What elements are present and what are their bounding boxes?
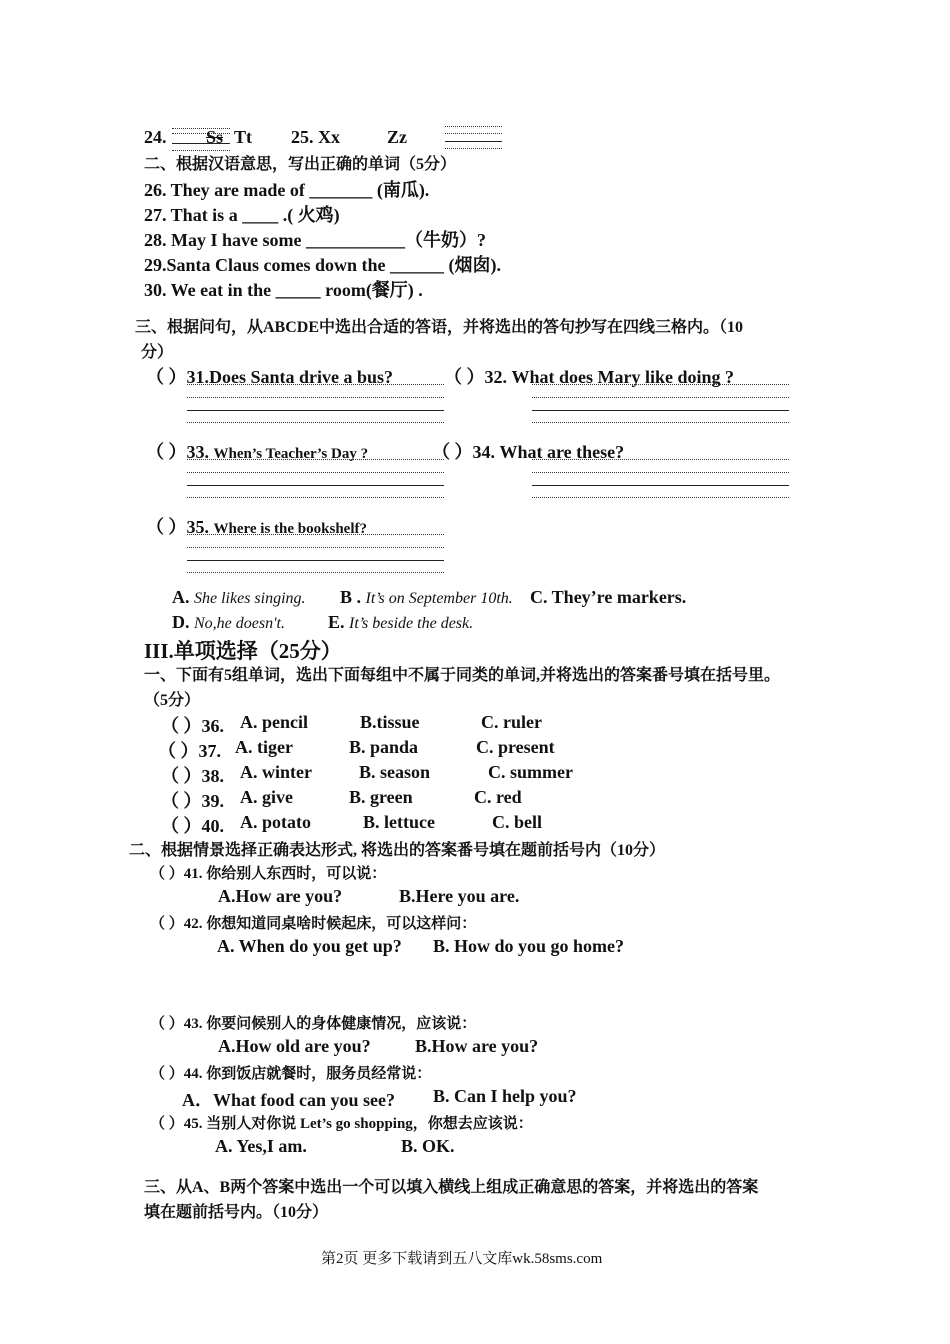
- writing-line: [187, 384, 444, 385]
- part3-title: III.单项选择（25分）: [144, 639, 342, 663]
- q36-c: C. ruler: [481, 712, 542, 732]
- letter-zz: Zz: [387, 127, 407, 147]
- q30: 30. We eat in the _____ room(餐厅) .: [144, 280, 423, 300]
- q39-b: B. green: [349, 787, 413, 807]
- writing-line: [445, 126, 502, 127]
- writing-line: [187, 397, 444, 398]
- letter-ss: Ss: [206, 127, 224, 147]
- q45: （ ）45. 当别人对你说 Let’s go shopping，你想去应该说：: [150, 1116, 533, 1132]
- writing-line: [445, 148, 502, 149]
- q27: 27. That is a ____ .( 火鸡): [144, 205, 340, 225]
- option-a: A. She likes singing.: [172, 587, 306, 607]
- q39-num: （ ）39.: [161, 791, 224, 811]
- q39-a: A. give: [240, 787, 293, 807]
- q40-num: （ ）40.: [161, 816, 224, 836]
- q43: （ ）43. 你要问候别人的身体健康情况，应该说：: [150, 1016, 477, 1032]
- writing-line: [187, 572, 444, 573]
- writing-line: [532, 485, 789, 486]
- q38-c: C. summer: [488, 762, 573, 782]
- writing-line: [445, 141, 502, 142]
- q42: （ ）42. 你想知道同桌啥时候起床，可以这样问：: [150, 916, 477, 932]
- q45-a: A. Yes,I am.: [215, 1136, 307, 1156]
- section3-heading-cont: 分）: [141, 344, 174, 361]
- q36-b: B.tissue: [360, 712, 420, 732]
- writing-line: [532, 384, 789, 385]
- writing-line: [187, 497, 444, 498]
- q36-a: A. pencil: [240, 712, 309, 732]
- q43-b: B.How are you?: [415, 1036, 539, 1056]
- part3-sub1-heading: 一、下面有5组单词，选出下面每组中不属于同类的单词,并将选出的答案番号填在括号里。: [144, 667, 781, 684]
- q37-b: B. panda: [349, 737, 419, 757]
- writing-line: [187, 534, 444, 535]
- writing-line: [187, 410, 444, 411]
- writing-line: [187, 560, 444, 561]
- part3-sub3-heading-cont: 填在题前括号内。（10分）: [144, 1204, 329, 1221]
- writing-line: [187, 459, 444, 460]
- letter-tt: Tt: [234, 127, 252, 147]
- q40-c: C. bell: [492, 812, 543, 832]
- q40-b: B. lettuce: [363, 812, 435, 832]
- q38-num: （ ）38.: [161, 766, 224, 786]
- q36-num: （ ）36.: [161, 716, 224, 736]
- q42-b: B. How do you go home?: [433, 936, 625, 956]
- q39-c: C. red: [474, 787, 522, 807]
- q31: （ ）31.Does Santa drive a bus?: [146, 367, 394, 387]
- q37-c: C. present: [476, 737, 555, 757]
- q35: （ ）35. Where is the bookshelf?: [146, 517, 367, 537]
- q38-a: A. winter: [240, 762, 312, 782]
- q40-a: A. potato: [240, 812, 311, 832]
- option-e: E. It’s beside the desk.: [328, 612, 474, 632]
- q45-b: B. OK.: [401, 1136, 455, 1156]
- q38-b: B. season: [359, 762, 431, 782]
- writing-line: [532, 459, 789, 460]
- q34: （ ）34. What are these?: [432, 442, 625, 462]
- writing-line: [445, 133, 502, 134]
- q25-label: 25. Xx: [291, 127, 340, 147]
- writing-line: [187, 472, 444, 473]
- q33: （ ）33. When’s Teacher’s Day ?: [146, 442, 369, 462]
- q26: 26. They are made of _______ (南瓜).: [144, 180, 430, 200]
- q41: （ ）41. 你给别人东西时，可以说：: [150, 866, 387, 882]
- q32: （ ）32. What does Mary like doing ?: [444, 367, 735, 387]
- option-d: D. No,he doesn't.: [172, 612, 285, 632]
- q44: （ ）44. 你到饭店就餐时，服务员经常说：: [150, 1066, 432, 1082]
- page-footer: 第2页 更多下载请到五八文库wk.58sms.com: [321, 1251, 603, 1267]
- writing-line: [532, 397, 789, 398]
- q42-a: A. When do you get up?: [217, 936, 402, 956]
- writing-line: [187, 547, 444, 548]
- writing-line: [532, 497, 789, 498]
- option-c: C. They’re markers.: [530, 587, 687, 607]
- q24-label: 24.: [144, 127, 167, 147]
- q44-b: B. Can I help you?: [433, 1086, 577, 1106]
- q29: 29.Santa Claus comes down the ______ (烟囱).: [144, 255, 502, 275]
- part3-sub3-heading: 三、从A、B两个答案中选出一个可以填入横线上组成正确意思的答案，并将选出的答案: [144, 1179, 759, 1196]
- q41-b: B.Here you are.: [399, 886, 520, 906]
- writing-line: [187, 422, 444, 423]
- q44-a: A．What food can you see?: [182, 1090, 396, 1110]
- part3-sub1-heading-cont: （5分）: [144, 692, 201, 709]
- q41-a: A.How are you?: [218, 886, 343, 906]
- writing-line: [187, 485, 444, 486]
- q37-a: A. tiger: [235, 737, 293, 757]
- q37-num: （ ）37.: [158, 741, 221, 761]
- section2-heading: 二、根据汉语意思，写出正确的单词（5分）: [144, 156, 457, 173]
- q43-a: A.How old are you?: [218, 1036, 371, 1056]
- writing-line: [532, 410, 789, 411]
- writing-line: [532, 422, 789, 423]
- part3-sub2-heading: 二、根据情景选择正确表达形式, 将选出的答案番号填在题前括号内（10分）: [129, 842, 666, 859]
- option-b: B . It’s on September 10th.: [340, 587, 513, 607]
- writing-line: [172, 143, 230, 144]
- q28: 28. May I have some ___________（牛奶）?: [144, 230, 486, 250]
- section3-heading: 三、根据问句，从ABCDE中选出合适的答语，并将选出的答句抄写在四线三格内。（10: [135, 319, 744, 336]
- writing-line: [532, 472, 789, 473]
